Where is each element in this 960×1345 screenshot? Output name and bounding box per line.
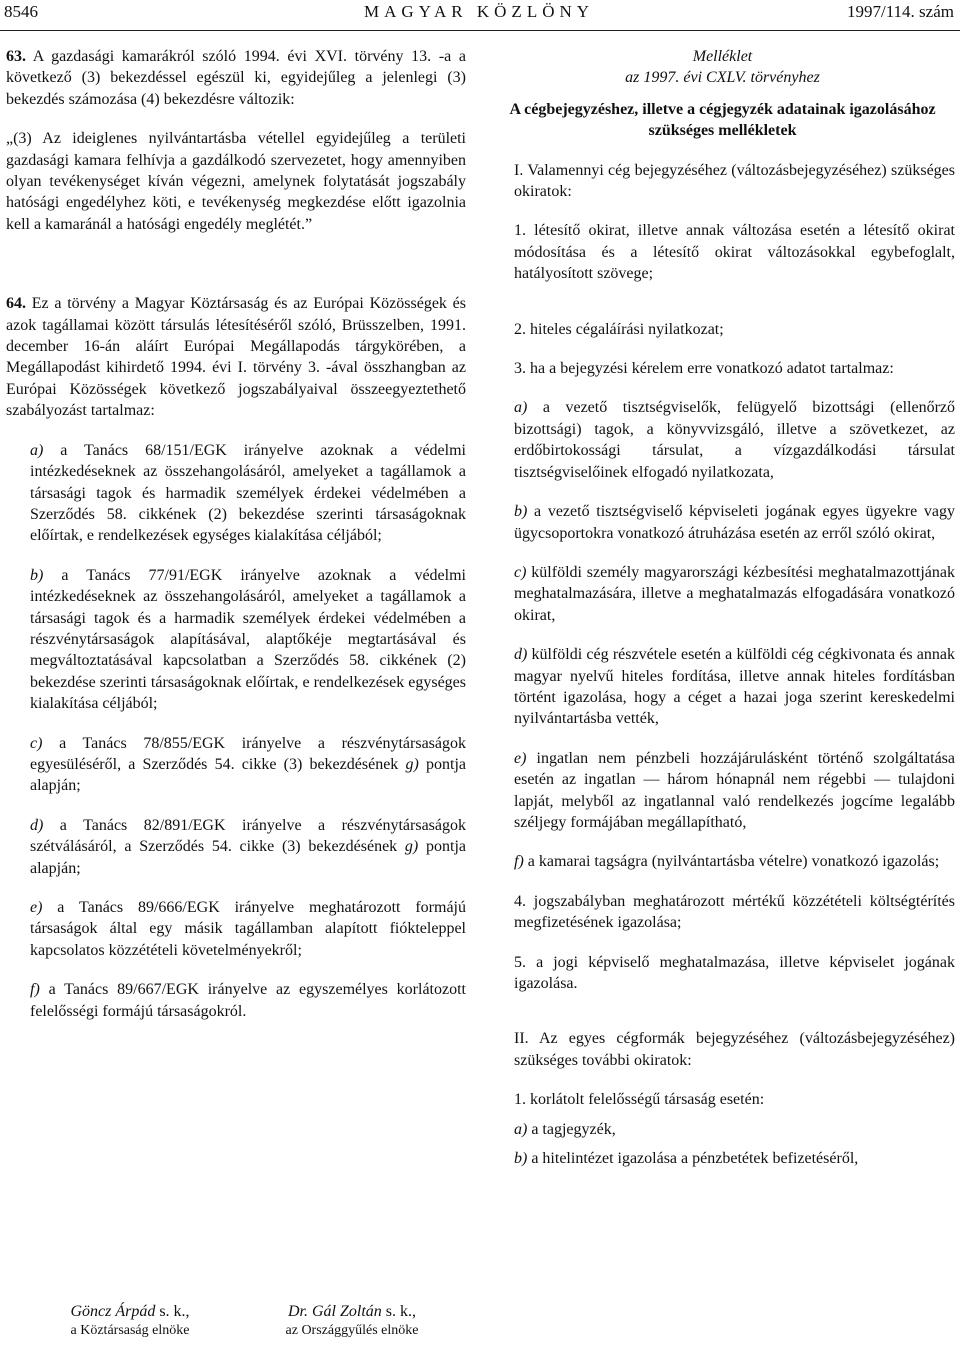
item-text: külföldi személy magyarországi kézbesítési meghatalmazottjának meghatalmazására, illetve a meghatalmazás elfogadására vonatkozó okirat, <box>514 563 955 624</box>
item-text: a Tanács 89/667/EGK irányelve az egyszemélyes korlátozott felelősségi formájú társaságokról. <box>30 981 466 1020</box>
section-text: A gazdasági kamarákról szóló 1994. évi XVI. törvény 13. -a a következő (3) bekezdéssel egészül ki, egyidejűleg a jelenlegi (3) bekezdés számozása (4) bekezdésre változik: <box>6 48 466 108</box>
sub-f <box>490 851 955 872</box>
section-63-quote: „(3) Az ideiglenes nyilvántartásba vétellel egyidejűleg a területi gazdasági kamara felhívja a gazdálkodó szervezetet, hogy amennyiben olyan tevékenységet kíván végezni, amelynek folytatását jogszabály hatósági engedélyhez köti, e tevékenység megkezdése előtt igazolnia kell a kamaránál a hatósági engedély meglétét.” <box>6 130 466 233</box>
part-II-point-1: 1. korlátolt felelősségű társaság esetén: <box>514 1091 765 1109</box>
item-mark: f) <box>514 853 524 871</box>
page-number: 8546 <box>4 2 38 21</box>
item-text: a Tanács 68/151/EGK irányelve azoknak a védelmi intézkedéseknek az összehangolásáról, amelyeket a tagállamok a társasági tagok és harmadik személyek érdekei védelmében a Szerződés 58. cikkének (2) bekezdése szerinti társaságoknak előírtak, e rendelkezések egységes kialakítása céljából; <box>30 441 466 545</box>
section-text: Ez a törvény a Magyar Köztársaság és az Európai Közösségek és azok tagállamai között társulás létesítéséről szóló, Brüsszelben, 1991. december 16-án aláírt Európai Megállapodás tárgykörében, a Megállapodást kihirdető 1994. évi I. törvény 3. -ával összhangban az Európai Közösségek következő jogszabályaival összeegyeztethető szabályozást tartalmaz: <box>6 295 466 420</box>
section-number: 63. <box>6 48 26 65</box>
item-mark: d) <box>514 646 528 664</box>
section-63 <box>6 46 466 110</box>
signatory-suffix: s. k., <box>155 1303 190 1320</box>
sub2-a <box>490 1119 955 1140</box>
item-mark: b) <box>30 566 44 584</box>
item-text: külföldi cég részvétele esetén a külföldi cég cégkivonata és annak magyar nyelvű hiteles fordítása, illetve annak hiteles fordításban történt igazolása, hogy a céget a hazai joga szerint kereskedelmi nyilvántartásba vették, <box>514 646 955 728</box>
annex-title: Melléklet <box>692 48 753 65</box>
annex-subtitle: az 1997. évi CXLV. törvényhez <box>625 69 820 87</box>
item-text: a Tanács 89/666/EGK irányelve meghatározott formájú társaságok által egy másik tagállamban alapított fióktelеppel kapcsolatos közzétételi követelményekről; <box>30 899 466 959</box>
item-tail: pontja alapján; <box>30 838 466 877</box>
part-I: I. Valamennyi cég bejegyzéséhez (változásbejegyzéséhez) szükséges okiratok: <box>514 161 955 201</box>
signature-speaker <box>252 1302 452 1340</box>
item-mark: a) <box>514 399 528 417</box>
sub-e <box>490 748 955 834</box>
item-point-mark: g) <box>405 755 419 773</box>
directive-item-b <box>6 565 466 715</box>
item-tail: pontja alapján; <box>30 755 466 795</box>
sub2-b <box>490 1148 955 1169</box>
signature-president <box>30 1302 230 1340</box>
sub-d <box>490 644 955 730</box>
item-mark: e) <box>30 899 43 916</box>
directive-item-c <box>6 733 466 797</box>
item-mark: c) <box>30 734 43 752</box>
item-mark: f) <box>30 981 40 999</box>
point-3: 3. ha a bejegyzési kérelem erre vonatkozó adatot tartalmaz: <box>514 360 894 378</box>
item-text: a vezető tisztségviselők, felügyelő bizottsági (ellenőrző bizottsági) tagok, a könyvvizsgáló, illetve a szövetkezet, az erdőbirtokossági társulat, a vízgazdálkodási társulat tisztségviselőinek elfogadó nyilatkozata, <box>514 399 955 481</box>
page-header <box>4 2 954 28</box>
header-rule <box>0 30 960 31</box>
issue-number: 1997/114. szám <box>846 2 954 21</box>
sub-b <box>490 501 955 544</box>
item-mark: a) <box>514 1120 528 1138</box>
item-point-mark: g) <box>404 838 419 856</box>
item-text: a hitelintézet igazolása a pénzbetétek befizetéséről, <box>527 1150 859 1168</box>
item-text: a vezető tisztségviselő képviseleti jogának egyes ügyekre vagy ügycsoportokra vonatkozó átruházása esetén az erről szóló okirat, <box>514 503 955 542</box>
directive-item-e <box>6 897 466 961</box>
item-mark: b) <box>514 1150 528 1168</box>
sub-a <box>490 397 955 483</box>
item-text: ingatlan nem pénzbeli hozzájárulásként történő szolgáltatása esetén az ingatlan — három hónapnál nem régebbi — tulajdoni lapját, melyből az ingatlannal való rendelkezés jogcíme legalább széljegy formájában megállapítható, <box>514 749 955 831</box>
item-text: a Tanács 78/855/EGK irányelve a részvénytársaságok egyesüléséről, a Szerződés 54. cikke (3) bekezdésének <box>30 734 466 773</box>
item-text: a tagjegyzék, <box>527 1120 616 1138</box>
item-mark: b) <box>514 503 528 521</box>
section-64 <box>6 293 466 421</box>
point-1: 1. létesítő okirat, illetve annak változása esetén a létesítő okirat módosítása és a létesítő okirat változásokkal egybefoglalt, hatályosított szövege; <box>514 222 955 283</box>
left-column <box>6 46 466 1040</box>
signatory-role: a Köztársaság elnöke <box>70 1323 190 1338</box>
point-4: 4. jogszabályban meghatározott mértékű közzétételi költségtérítés megfizetésének igazolása; <box>514 892 955 932</box>
directive-item-f <box>6 979 466 1022</box>
item-mark: a) <box>30 441 44 459</box>
item-mark: e) <box>514 749 527 767</box>
item-text: a kamarai tagságra (nyilvántartásba vételre) vonatkozó igazolás; <box>523 853 940 871</box>
signatory-suffix: s. k., <box>381 1303 417 1320</box>
item-text: a Tanács 77/91/EGK irányelve azoknak a védelmi intézkedéseknek az összehangolásáról, amelyeket a tagállamok a társasági tagok és a harmadik személyek érdekei védelmében a részvénytársaságok alapításával, alaptőkéje megtartásával és megváltoztatásával kapcsolatban a Szerződés 58. cikkének (2) bekezdése szerinti társaságoknak előírtak, e rendelkezések egységes kialakítása céljából; <box>30 566 466 713</box>
section-number: 64. <box>6 295 26 313</box>
item-text: a Tanács 82/891/EGK irányelve a részvénytársaságok szétválásáról, a Szerződés 54. cikke (3) bekezdésének <box>30 816 466 856</box>
sub-c <box>490 562 955 626</box>
signatory-role: az Országgyűlés elnöke <box>285 1323 419 1338</box>
item-mark: d) <box>30 816 44 834</box>
point-5: 5. a jogi képviselő meghatalmazása, illetve képviselet jogának igazolása. <box>514 953 955 992</box>
part-II: II. Az egyes cégformák bejegyzéséhez (változásbejegyzéséhez) szükséges további okiratok: <box>514 1030 955 1069</box>
journal-title: MAGYAR KÖZLÖNY <box>363 2 595 21</box>
annex-heading: A cégbejegyzéshez, illetve a cégjegyzék adatainak igazolásához szükséges mellékletek <box>509 100 936 140</box>
point-2: 2. hiteles cégaláírási nyilatkozat; <box>514 320 724 338</box>
item-mark: c) <box>514 563 527 581</box>
directive-item-d <box>6 815 466 879</box>
directive-item-a <box>6 440 466 547</box>
signatory-name: Göncz Árpád <box>70 1303 156 1320</box>
right-column <box>490 46 955 1187</box>
signatory-name: Dr. Gál Zoltán <box>287 1303 382 1320</box>
